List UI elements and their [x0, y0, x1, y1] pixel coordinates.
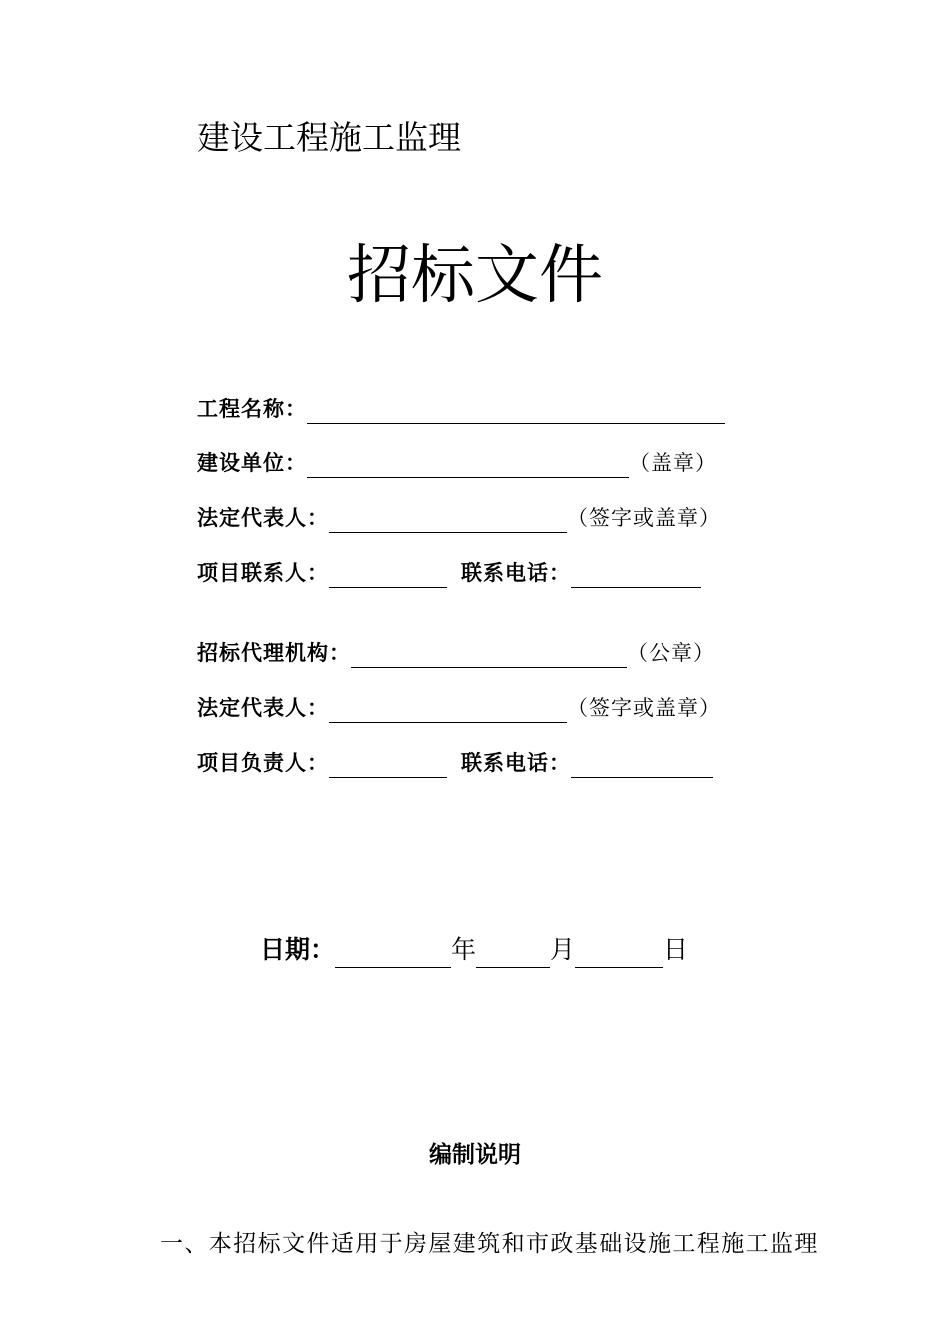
agency-note: （公章）: [627, 641, 715, 665]
agency-phone-label: 联系电话：: [461, 750, 571, 775]
date-row: [260, 932, 688, 968]
owner-rep-field[interactable]: [329, 508, 567, 533]
project-name-row: [197, 394, 725, 424]
date-month-label: 月: [550, 935, 576, 964]
owner-contact-row: [197, 558, 701, 588]
owner-phone-field[interactable]: [571, 563, 701, 588]
owner-field[interactable]: [307, 453, 629, 478]
date-year-field[interactable]: [335, 939, 451, 968]
agency-manager-label: 项目负责人：: [197, 750, 329, 775]
section-heading: 编制说明: [429, 1141, 521, 1168]
date-day-label: 日: [663, 935, 689, 964]
owner-rep-note: （签字或盖章）: [567, 506, 721, 530]
document-title: 招标文件: [347, 239, 603, 313]
date-label: 日期：: [260, 935, 336, 964]
agency-field[interactable]: [351, 643, 627, 668]
owner-label: 建设单位：: [197, 450, 307, 475]
owner-phone-label: 联系电话：: [461, 560, 571, 585]
agency-manager-field[interactable]: [329, 753, 447, 778]
agency-row: [197, 638, 715, 668]
owner-contact-field[interactable]: [329, 563, 447, 588]
project-name-label: 工程名称：: [197, 396, 307, 421]
owner-rep-row: [197, 503, 721, 533]
owner-row: [197, 448, 717, 478]
document-subtitle: 建设工程施工监理: [197, 118, 461, 157]
project-name-field[interactable]: [307, 399, 725, 424]
agency-rep-label: 法定代表人：: [197, 695, 329, 720]
owner-rep-label: 法定代表人：: [197, 505, 329, 530]
section-paragraph: 一、本招标文件适用于房屋建筑和市政基础设施工程施工监理: [160, 1231, 819, 1257]
agency-manager-row: [197, 748, 713, 778]
agency-label: 招标代理机构：: [197, 640, 351, 665]
agency-rep-note: （签字或盖章）: [567, 696, 721, 720]
agency-rep-field[interactable]: [329, 698, 567, 723]
date-year-label: 年: [451, 935, 477, 964]
agency-phone-field[interactable]: [571, 753, 713, 778]
date-day-field[interactable]: [575, 939, 663, 968]
date-month-field[interactable]: [476, 939, 550, 968]
owner-contact-label: 项目联系人：: [197, 560, 329, 585]
agency-rep-row: [197, 693, 721, 723]
owner-note: （盖章）: [629, 451, 717, 475]
